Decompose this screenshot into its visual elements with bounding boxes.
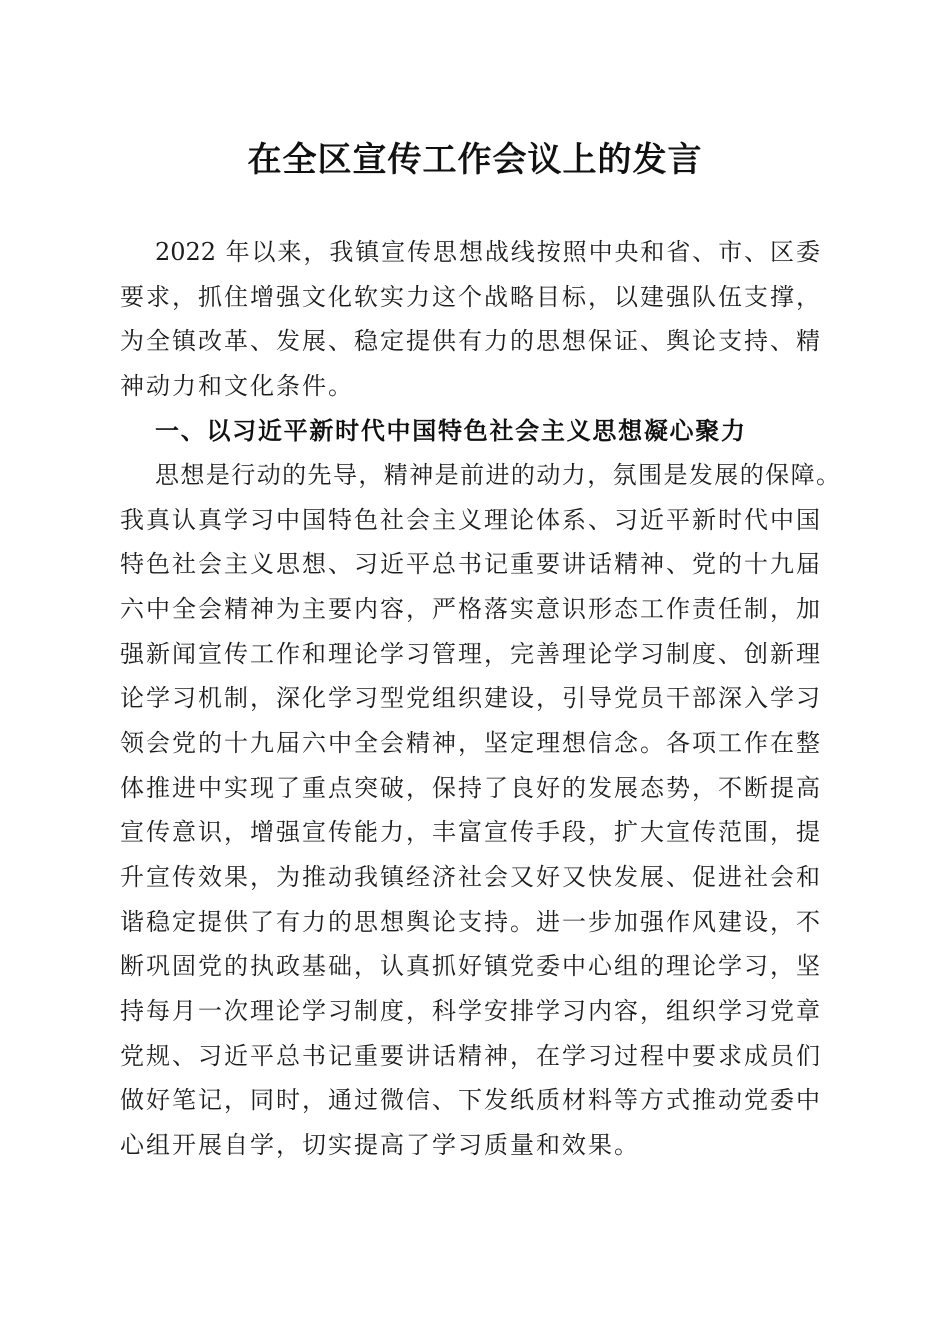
paragraph-line: 六中全会精神为主要内容，严格落实意识形态工作责任制，加 [120, 595, 820, 624]
paragraph-line: 思想是行动的先导，精神是前进的动力，氛围是发展的保障。 [155, 461, 840, 490]
paragraph-line: 特色社会主义思想、习近平总书记重要讲话精神、党的十九届 [120, 550, 820, 579]
paragraph-line: 为全镇改革、发展、稳定提供有力的思想保证、舆论支持、精 [120, 327, 820, 356]
paragraph-line: 升宣传效果，为推动我镇经济社会又好又快发展、促进社会和 [120, 862, 820, 891]
paragraph-line: 神动力和文化条件。 [120, 371, 354, 400]
paragraph-line: 断巩固党的执政基础，认真抓好镇党委中心组的理论学习，坚 [120, 952, 820, 981]
paragraph-line: 宣传意识，增强宣传能力，丰富宣传手段，扩大宣传范围，提 [120, 818, 820, 847]
paragraph-line: 要求，抓住增强文化软实力这个战略目标，以建强队伍支撑， [120, 282, 820, 311]
paragraph-line: 2022 年以来，我镇宣传思想战线按照中央和省、市、区委 [155, 238, 820, 266]
paragraph-line: 持每月一次理论学习制度，科学安排学习内容，组织学习党章 [120, 996, 820, 1025]
intro-paragraph [120, 230, 820, 409]
paragraph-line: 体推进中实现了重点突破，保持了良好的发展态势，不断提高 [120, 773, 820, 802]
paragraph-line: 论学习机制，深化学习型党组织建设，引导党员干部深入学习 [120, 684, 820, 713]
paragraph-line: 强新闻宣传工作和理论学习管理，完善理论学习制度、创新理 [120, 639, 820, 668]
paragraph-line: 领会党的十九届六中全会精神，坚定理想信念。各项工作在整 [120, 729, 820, 758]
paragraph-line: 谐稳定提供了有力的思想舆论支持。进一步加强作风建设，不 [120, 907, 820, 936]
section-1-paragraph [120, 453, 840, 1167]
paragraph-line: 党规、习近平总书记重要讲话精神，在学习过程中要求成员们 [120, 1041, 820, 1070]
document-title: 在全区宣传工作会议上的发言 [247, 140, 703, 180]
paragraph-line: 我真认真学习中国特色社会主义理论体系、习近平新时代中国 [120, 505, 820, 534]
document-body [120, 230, 840, 1167]
section-heading: 一、以习近平新时代中国特色社会主义思想凝心聚力 [155, 416, 745, 445]
paragraph-line: 做好笔记，同时，通过微信、下发纸质材料等方式推动党委中 [120, 1086, 820, 1115]
paragraph-line: 心组开展自学，切实提高了学习质量和效果。 [120, 1130, 640, 1159]
